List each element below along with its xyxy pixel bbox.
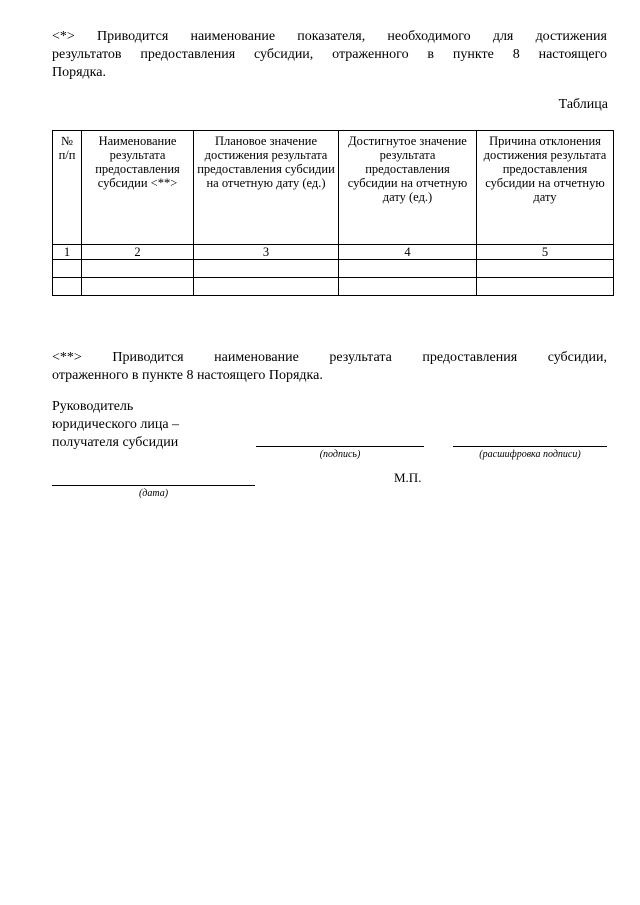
- column-number: 3: [194, 245, 339, 260]
- signature-line[interactable]: [256, 446, 424, 447]
- signature-caption: (подпись): [319, 449, 361, 460]
- table-cell[interactable]: [82, 260, 194, 278]
- footnote-1-line-2: результатов предоставления субсидии, отраженного в пункте 8 настоящего: [52, 47, 607, 62]
- column-number: 4: [339, 245, 477, 260]
- table-cell[interactable]: [194, 260, 339, 278]
- table-header-row: [53, 131, 614, 245]
- header-deviation-reason: Причина отклонения достижения результата предоставления субсидии на отчетную дату: [477, 131, 614, 245]
- column-number: 2: [82, 245, 194, 260]
- table-cell[interactable]: [339, 260, 477, 278]
- table-row: [53, 278, 614, 296]
- footnote-2-line-1: <**> Приводится наименование результата предоставления субсидии,: [52, 350, 607, 365]
- footnote-2-line-2: отраженного в пункте 8 настоящего Порядка.: [52, 368, 323, 383]
- signatory-role-line-3: получателя субсидии: [52, 435, 179, 450]
- table-cell[interactable]: [53, 278, 82, 296]
- header-achieved-value: Достигнутое значение результата предоставления субсидии на отчетную дату (ед.): [339, 131, 477, 245]
- table-cell[interactable]: [53, 260, 82, 278]
- table-label: Таблица: [558, 97, 608, 112]
- footnote-1-line-1: <*> Приводится наименование показателя, необходимого для достижения: [52, 29, 607, 44]
- date-line[interactable]: [52, 485, 255, 486]
- table-row: [53, 260, 614, 278]
- column-number: 5: [477, 245, 614, 260]
- signatory-role-line-2: юридического лица –: [52, 417, 180, 432]
- table-cell[interactable]: [194, 278, 339, 296]
- table-column-numbers-row: [53, 245, 614, 260]
- results-table: [52, 130, 614, 296]
- table-cell[interactable]: [82, 278, 194, 296]
- table-cell[interactable]: [477, 260, 614, 278]
- header-result-name: Наименование результата предоставления субсидии <**>: [82, 131, 194, 245]
- column-number: 1: [53, 245, 82, 260]
- date-caption: (дата): [138, 488, 169, 499]
- footnote-1-line-3: Порядка.: [52, 65, 106, 80]
- table-cell[interactable]: [477, 278, 614, 296]
- signature-transcript-caption: (расшифровка подписи): [479, 449, 581, 460]
- table-cell[interactable]: [339, 278, 477, 296]
- header-row-number: № п/п: [53, 131, 82, 245]
- seal-placeholder: М.П.: [394, 470, 422, 485]
- signatory-role-line-1: Руководитель: [52, 399, 134, 414]
- signature-transcript-line[interactable]: [453, 446, 607, 447]
- header-planned-value: Плановое значение достижения результата предоставления субсидии на отчетную дату (ед.): [194, 131, 339, 245]
